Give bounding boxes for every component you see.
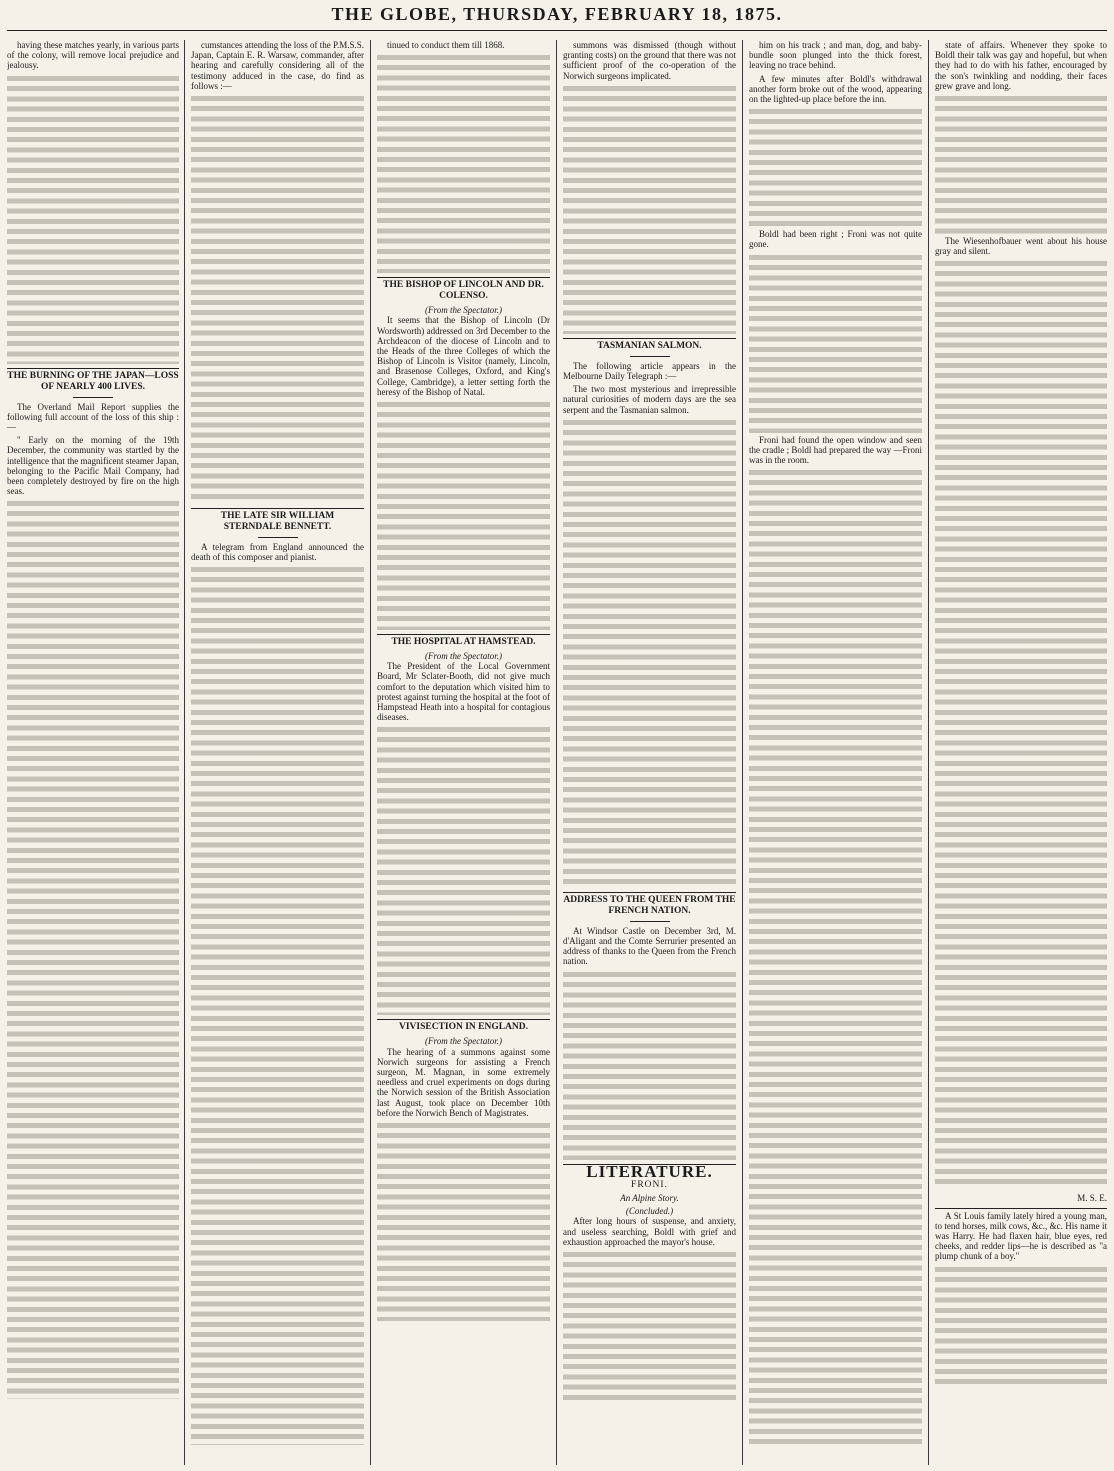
article-paragraph: At Windsor Castle on December 3rd, M. d'Aligant and the Comte Serrurier presented an address of thanks to the Queen from the French nation. (563, 925, 736, 967)
headline-bennett: THE LATE SIR WILLIAM STERNDALE BENNETT. (220, 511, 335, 533)
text-lines-placeholder (191, 94, 364, 504)
section-rule (935, 1208, 1107, 1209)
article-paragraph: After long hours of suspense, and anxiety, and useless searching, Boldl with grief and exhaustion approached the mayor's house. (563, 1216, 736, 1247)
column-divider (556, 40, 557, 1465)
story-note: (Concluded.) (625, 1206, 674, 1217)
section-rule (563, 338, 736, 339)
text-lines-placeholder (749, 468, 922, 1448)
text-lines-placeholder (7, 499, 179, 1399)
column-3 (377, 40, 550, 1465)
headline-bishop: THE BISHOP OF LINCOLN AND DR. COLENSO. (383, 280, 544, 302)
column-1 (7, 40, 179, 1465)
literature-heading: LITERATURE. (586, 1161, 713, 1181)
section-rule (377, 277, 550, 278)
short-rule (73, 397, 113, 398)
masthead-title: THE GLOBE, THURSDAY, FEBRUARY 18, 1875. (331, 4, 783, 24)
article-paragraph: The Wiesenhofbauer went about his house gray and silent. (935, 236, 1107, 257)
article-paragraph: tinued to conduct them till 1868. (387, 40, 505, 50)
article-paragraph: " Early on the morning of the 19th December, the community was startled by the intelligence that the magnificent steamer Japan, belonging to the Pacific Mail Company, had been completely destroyed by fire on the high seas. (7, 435, 179, 497)
source-line: (From the Spectator.) (425, 1036, 502, 1047)
section-rule (377, 1019, 550, 1020)
short-rule (630, 921, 670, 922)
column-4 (563, 40, 736, 1465)
article-paragraph: The Overland Mail Report supplies the following full account of the loss of this ship :— (7, 401, 179, 433)
text-lines-placeholder (377, 1121, 550, 1321)
article-paragraph: The hearing of a summons against some Norwich surgeons for assisting a French surgeon, M. Magnan, in some extremely needless and cruel experiments on dogs during the Norwich session of the British Association last August, took place on December 10th before the Norwich Bench of Magistrates. (377, 1046, 550, 1118)
section-rule (191, 508, 364, 509)
text-lines-placeholder (563, 84, 736, 334)
text-lines-placeholder (563, 970, 736, 1160)
column-divider (370, 40, 371, 1465)
headline-salmon: TASMANIAN SALMON. (597, 340, 702, 351)
text-lines-placeholder (563, 418, 736, 888)
short-rule (258, 537, 298, 538)
article-paragraph: Boldl had been right ; Froni was not quite gone. (749, 229, 922, 250)
headline-vivisection: VIVISECTION IN ENGLAND. (398, 1022, 529, 1033)
article-paragraph: The two most mysterious and irrepressible natural curiosities of modern days are the sea serpent and the Tasmanian salmon. (563, 384, 736, 415)
column-5 (749, 40, 922, 1465)
text-lines-placeholder (935, 259, 1107, 1189)
headline-address: ADDRESS TO THE QUEEN FROM THE FRENCH NATION. (563, 894, 736, 916)
short-rule (630, 356, 670, 357)
section-rule (7, 368, 179, 369)
text-lines-placeholder (749, 253, 922, 433)
text-lines-placeholder (191, 565, 364, 1445)
column-divider (928, 40, 929, 1465)
article-paragraph: summons was dismissed (though without granting costs) on the ground that there was not sufficient proof of the co-operation of the Norwich surgeons implicated. (563, 40, 736, 81)
text-lines-placeholder (935, 94, 1107, 234)
article-paragraph: The President of the Local Government Board, Mr Sclater-Booth, did not give much comfort to the deputation which visited him to protest against turning the hospital at the foot of Hampstead Heath into a hospital for contagious diseases. (377, 661, 550, 723)
text-lines-placeholder (377, 400, 550, 630)
section-rule (563, 892, 736, 893)
column-divider (184, 40, 185, 1465)
masthead (0, 4, 1114, 38)
source-line: (From the Spectator.) (425, 305, 502, 316)
article-paragraph: Froni had found the open window and seen the cradle ; Boldl had prepared the way —Froni was in the room. (749, 434, 922, 466)
article-paragraph: A St Louis family lately hired a young man, to tend horses, milk cows, &c., &c. His name it was Harry. He had flaxen hair, blue eyes, red cheeks, and redder lips—he is described as "a plump chunk of a boy." (935, 1210, 1107, 1262)
text-lines-placeholder (563, 1250, 736, 1400)
article-paragraph: him on his track ; and man, dog, and baby-bundle soon plunged into the thick forest, leaving no trace behind. (749, 40, 922, 71)
headline-japan: THE BURNING OF THE JAPAN—LOSS OF NEARLY 400 LIVES. (7, 370, 179, 392)
column-6 (935, 40, 1107, 1465)
story-subtitle: An Alpine Story. (620, 1193, 679, 1204)
article-paragraph: state of affairs. Whenever they spoke to Boldl their talk was gay and hopeful, but when they had to do with his father, encouraged by the son's twinkling and nodding, their faces grew grave and long. (935, 40, 1107, 91)
masthead-rule (7, 30, 1107, 31)
text-lines-placeholder (749, 107, 922, 227)
author-signature: M. S. E. (1077, 1193, 1107, 1204)
text-lines-placeholder (935, 1265, 1107, 1385)
article-paragraph: A telegram from England announced the death of this composer and pianist. (191, 542, 364, 563)
article-paragraph: having these matches yearly, in various parts of the colony, will remove local prejudice and jealousy. (7, 40, 179, 71)
article-paragraph: It seems that the Bishop of Lincoln (Dr Wordsworth) addressed on 3rd December to the Archdeacon of the diocese of Lincoln and to the Heads of the three Colleges of which the Bishop of Lincoln is Visitor (namely, Lincoln, and Brasenose Colleges, Oxford, and King's College, Cambridge), a letter setting forth the heresy of the Bishop of Natal. (377, 315, 550, 397)
source-line: (From the Spectator.) (425, 651, 502, 662)
headline-hospital: THE HOSPITAL AT HAMSTEAD. (391, 637, 536, 648)
text-lines-placeholder (377, 725, 550, 1015)
article-paragraph: cumstances attending the loss of the P.M.S.S. Japan, Captain E. R. Warsaw, commander, after hearing and carefully considering all of the testimony adduced in the case, do find as follows :— (191, 40, 364, 91)
text-lines-placeholder (7, 74, 179, 364)
article-paragraph: A few minutes after Boldl's withdrawal another form broke out of the wood, appearing on the lighted-up place before the inn. (749, 73, 922, 105)
column-divider (742, 40, 743, 1465)
story-title: FRONI. (631, 1179, 668, 1190)
text-lines-placeholder (377, 53, 550, 273)
section-rule (377, 634, 550, 635)
column-2 (191, 40, 364, 1465)
article-paragraph: The following article appears in the Melbourne Daily Telegraph :— (563, 360, 736, 382)
